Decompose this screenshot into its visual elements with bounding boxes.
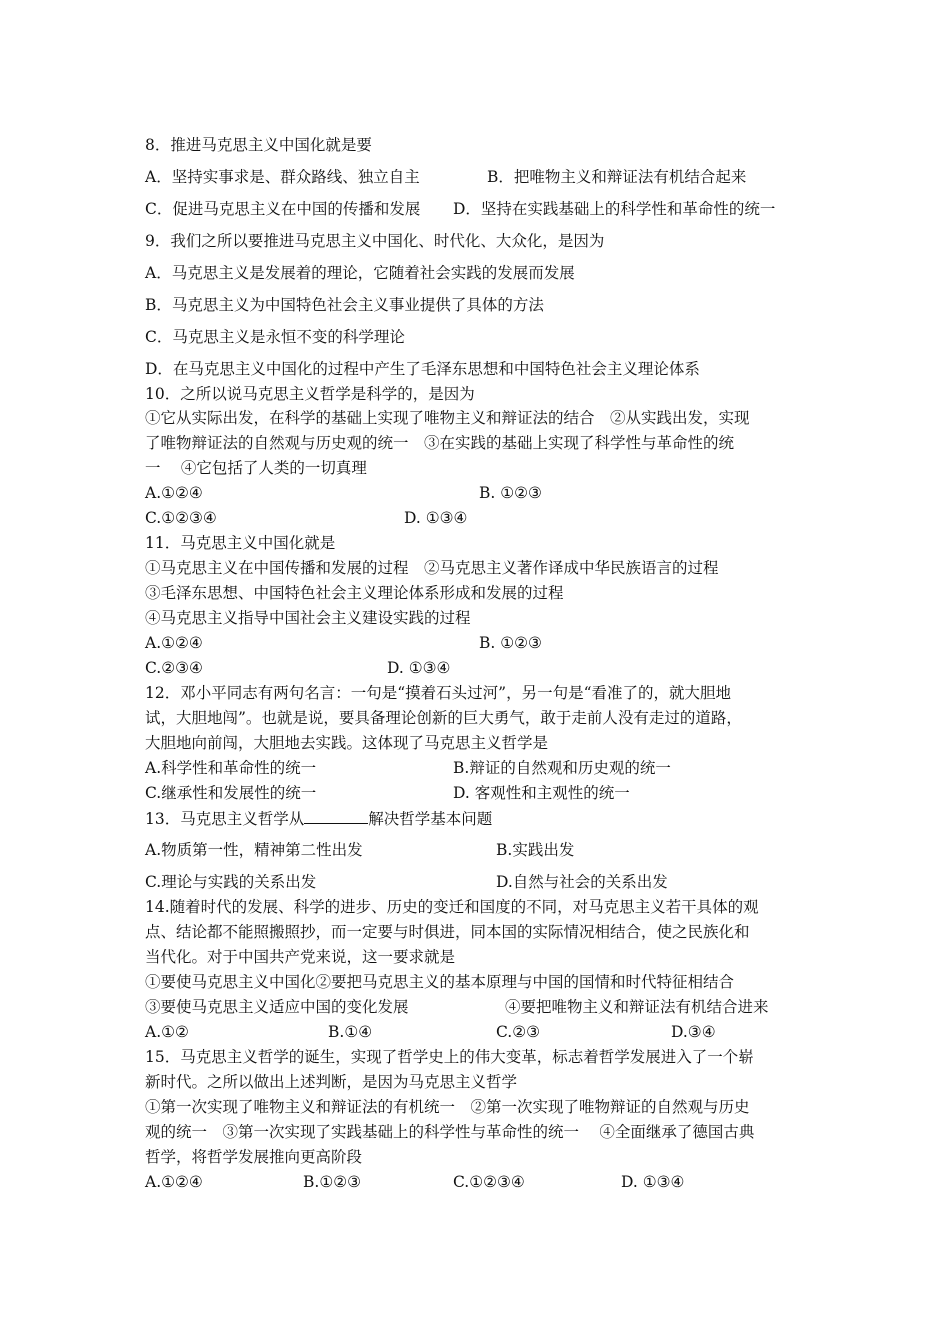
q14-option-d: D.③④ [671, 1023, 716, 1041]
q9-option-a: A．马克思主义是发展着的理论，它随着社会实践的发展而发展 [145, 264, 575, 282]
q14-line-3: 当代化。对于中国共产党来说，这一要求就是 [145, 948, 456, 966]
q8-stem: 8．推进马克思主义中国化就是要 [145, 136, 372, 154]
q12-option-c: C.继承性和发展性的统一 [145, 784, 317, 802]
q12-option-d: D. 客观性和主观性的统一 [453, 784, 630, 802]
q10-line-3: 一 ④它包括了人类的一切真理 [145, 459, 367, 477]
q8-option-c: C．促进马克思主义在中国的传播和发展 [145, 200, 421, 218]
q15-option-b: B.①②③ [303, 1173, 362, 1191]
q15-line-5: 哲学，将哲学发展推向更高阶段 [145, 1148, 363, 1166]
q12-option-a: A.科学性和革命性的统一 [145, 759, 317, 777]
q13-option-d: D.自然与社会的关系出发 [496, 873, 668, 891]
q10-option-a: A.①②④ [145, 484, 203, 502]
q9-option-c: C．马克思主义是永恒不变的科学理论 [145, 328, 405, 346]
q13-option-b: B.实践出发 [496, 841, 575, 859]
q11-line-3: ④马克思主义指导中国社会主义建设实践的过程 [145, 609, 471, 627]
q13-stem [145, 808, 492, 829]
q9-option-d: D．在马克思主义中国化的过程中产生了毛泽东思想和中国特色社会主义理论体系 [145, 360, 700, 378]
q14-option-c: C.②③ [496, 1023, 541, 1041]
q14-line-5a: ③要使马克思主义适应中国的变化发展 [145, 998, 409, 1016]
q12-option-b: B.辩证的自然观和历史观的统一 [453, 759, 671, 777]
q14-line-2: 点、结论都不能照搬照抄，而一定要与时俱进，同本国的实际情况相结合，使之民族化和 [145, 923, 750, 941]
q11-stem: 11．马克思主义中国化就是 [145, 534, 336, 552]
q11-line-1: ①马克思主义在中国传播和发展的过程 ②马克思主义著作译成中华民族语言的过程 [145, 559, 719, 577]
q15-line-1: 15．马克思主义哲学的诞生，实现了哲学史上的伟大变革，标志着哲学发展进入了一个崭 [145, 1048, 754, 1066]
q11-option-b: B. ①②③ [479, 634, 542, 652]
q12-line-1: 12．邓小平同志有两句名言：一句是“摸着石头过河”，另一句是“看准了的，就大胆地 [145, 684, 731, 702]
q15-option-d: D. ①③④ [621, 1173, 685, 1191]
q15-line-2: 新时代。之所以做出上述判断，是因为马克思主义哲学 [145, 1073, 518, 1091]
q11-option-c: C.②③④ [145, 659, 203, 677]
q8-option-a: A．坚持实事求是、群众路线、独立自主 [145, 168, 420, 186]
q8-option-b: B．把唯物主义和辩证法有机结合起来 [487, 168, 747, 186]
q9-option-b: B．马克思主义为中国特色社会主义事业提供了具体的方法 [145, 296, 544, 314]
q13-stem-pre: 13．马克思主义哲学从 [145, 810, 305, 828]
q12-line-2: 试，大胆地闯”。也就是说，要具备理论创新的巨大勇气，敢于走前人没有走过的道路， [145, 709, 742, 727]
q10-line-2: 了唯物辩证法的自然观与历史观的统一 ③在实践的基础上实现了科学性与革命性的统 [145, 434, 735, 452]
q14-line-5b: ④要把唯物主义和辩证法有机结合进来 [505, 998, 769, 1016]
q10-option-c: C.①②③④ [145, 509, 217, 527]
q11-option-a: A.①②④ [145, 634, 203, 652]
q14-line-4: ①要使马克思主义中国化②要把马克思主义的基本原理与中国的国情和时代特征相结合 [145, 973, 735, 991]
q15-option-a: A.①②④ [145, 1173, 203, 1191]
q11-option-d: D. ①③④ [387, 659, 451, 677]
q15-line-3: ①第一次实现了唯物主义和辩证法的有机统一 ②第一次实现了唯物辩证的自然观与历史 [145, 1098, 750, 1116]
q13-option-c: C.理论与实践的关系出发 [145, 873, 317, 891]
q15-line-4: 观的统一 ③第一次实现了实践基础上的科学性与革命性的统一 ④全面继承了德国古典 [145, 1123, 755, 1141]
q10-line-1: ①它从实际出发，在科学的基础上实现了唯物主义和辩证法的结合 ②从实践出发，实现 [145, 409, 750, 427]
q10-stem: 10．之所以说马克思主义哲学是科学的，是因为 [145, 385, 475, 403]
answer-blank [304, 808, 368, 824]
q14-line-1: 14.随着时代的发展、科学的进步、历史的变迁和国度的不同，对马克思主义若干具体的观 [145, 898, 759, 916]
q10-option-b: B. ①②③ [479, 484, 542, 502]
q9-stem: 9．我们之所以要推进马克思主义中国化、时代化、大众化，是因为 [145, 232, 605, 250]
q10-option-d: D. ①③④ [404, 509, 468, 527]
q14-option-b: B.①④ [328, 1023, 373, 1041]
q13-stem-post: 解决哲学基本问题 [368, 810, 493, 828]
q15-option-c: C.①②③④ [453, 1173, 525, 1191]
q8-option-d: D．坚持在实践基础上的科学性和革命性的统一 [453, 200, 776, 218]
q12-line-3: 大胆地向前闯，大胆地去实践。这体现了马克思主义哲学是 [145, 734, 549, 752]
q11-line-2: ③毛泽东思想、中国特色社会主义理论体系形成和发展的过程 [145, 584, 564, 602]
q14-option-a: A.①② [145, 1023, 189, 1041]
q13-option-a: A.物质第一性，精神第二性出发 [145, 841, 363, 859]
